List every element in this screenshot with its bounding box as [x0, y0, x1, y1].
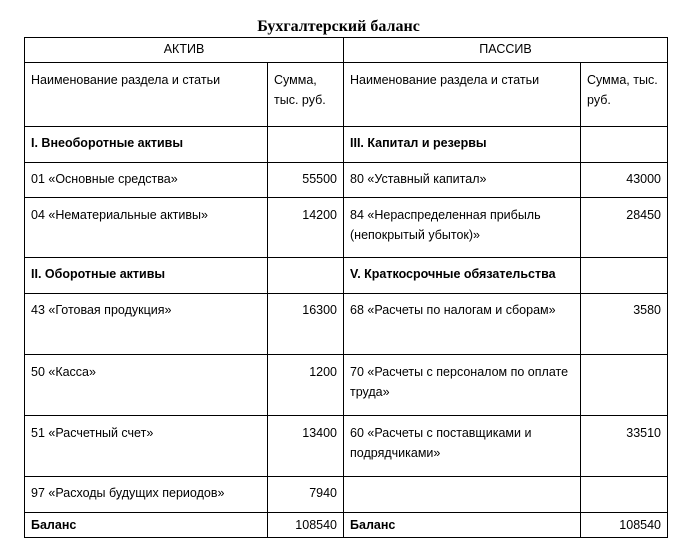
total-row [25, 513, 668, 538]
balance-sheet-table [24, 37, 668, 538]
right-sum-cell [581, 127, 668, 163]
right-sum-cell: 3580 [581, 294, 668, 355]
right-name-cell: 68 «Расчеты по налогам и сборам» [344, 294, 581, 355]
right-sum-cell [581, 477, 668, 513]
right-name-cell: 84 «Нераспределенная прибыль (непокрытый убыток)» [344, 198, 581, 258]
column-header-name-right: Наименование раздела и статьи [344, 63, 581, 127]
document-title: Бухгалтерский баланс [257, 18, 420, 35]
left-sum-cell: 55500 [268, 163, 344, 198]
section-heading-right: III. Капитал и резервы [344, 127, 581, 163]
left-sum-cell: 1200 [268, 355, 344, 416]
right-name-cell: 60 «Расчеты с поставщиками и подрядчиками» [344, 416, 581, 477]
left-name-cell: 97 «Расходы будущих периодов» [25, 477, 268, 513]
left-sum-cell [268, 127, 344, 163]
left-sum-cell: 14200 [268, 198, 344, 258]
table-row [25, 163, 668, 198]
table-row [25, 477, 668, 513]
total-sum-left: 108540 [268, 513, 344, 538]
right-name-cell: 70 «Расчеты с персоналом по оплате труда» [344, 355, 581, 416]
left-name-cell: 01 «Основные средства» [25, 163, 268, 198]
left-name-cell: 50 «Касса» [25, 355, 268, 416]
column-header-row [25, 63, 668, 127]
left-sum-cell: 13400 [268, 416, 344, 477]
right-sum-cell: 43000 [581, 163, 668, 198]
total-label-left: Баланс [25, 513, 268, 538]
total-label-right: Баланс [344, 513, 581, 538]
table-row [25, 355, 668, 416]
left-name-cell: 43 «Готовая продукция» [25, 294, 268, 355]
column-header-name-left: Наименование раздела и статьи [25, 63, 268, 127]
right-sum-cell [581, 355, 668, 416]
passiv-header: ПАССИВ [344, 38, 668, 63]
right-name-cell [344, 477, 581, 513]
column-header-sum-right: Сумма, тыс. руб. [581, 63, 668, 127]
left-sum-cell: 16300 [268, 294, 344, 355]
table-row [25, 198, 668, 258]
left-name-cell: 51 «Расчетный счет» [25, 416, 268, 477]
right-sum-cell: 28450 [581, 198, 668, 258]
aktiv-header: АКТИВ [25, 38, 344, 63]
left-sum-cell: 7940 [268, 477, 344, 513]
left-sum-cell [268, 258, 344, 294]
table-row [25, 416, 668, 477]
table-row [25, 294, 668, 355]
right-sum-cell [581, 258, 668, 294]
table-row [25, 258, 668, 294]
section-heading-left: II. Оборотные активы [25, 258, 268, 294]
column-header-sum-left: Сумма, тыс. руб. [268, 63, 344, 127]
side-header-row [25, 38, 668, 63]
right-name-cell: 80 «Уставный капитал» [344, 163, 581, 198]
right-sum-cell: 33510 [581, 416, 668, 477]
section-heading-right: V. Краткосрочные обязательства [344, 258, 581, 294]
section-heading-left: I. Внеоборотные активы [25, 127, 268, 163]
total-sum-right: 108540 [581, 513, 668, 538]
table-row [25, 127, 668, 163]
left-name-cell: 04 «Нематериальные активы» [25, 198, 268, 258]
